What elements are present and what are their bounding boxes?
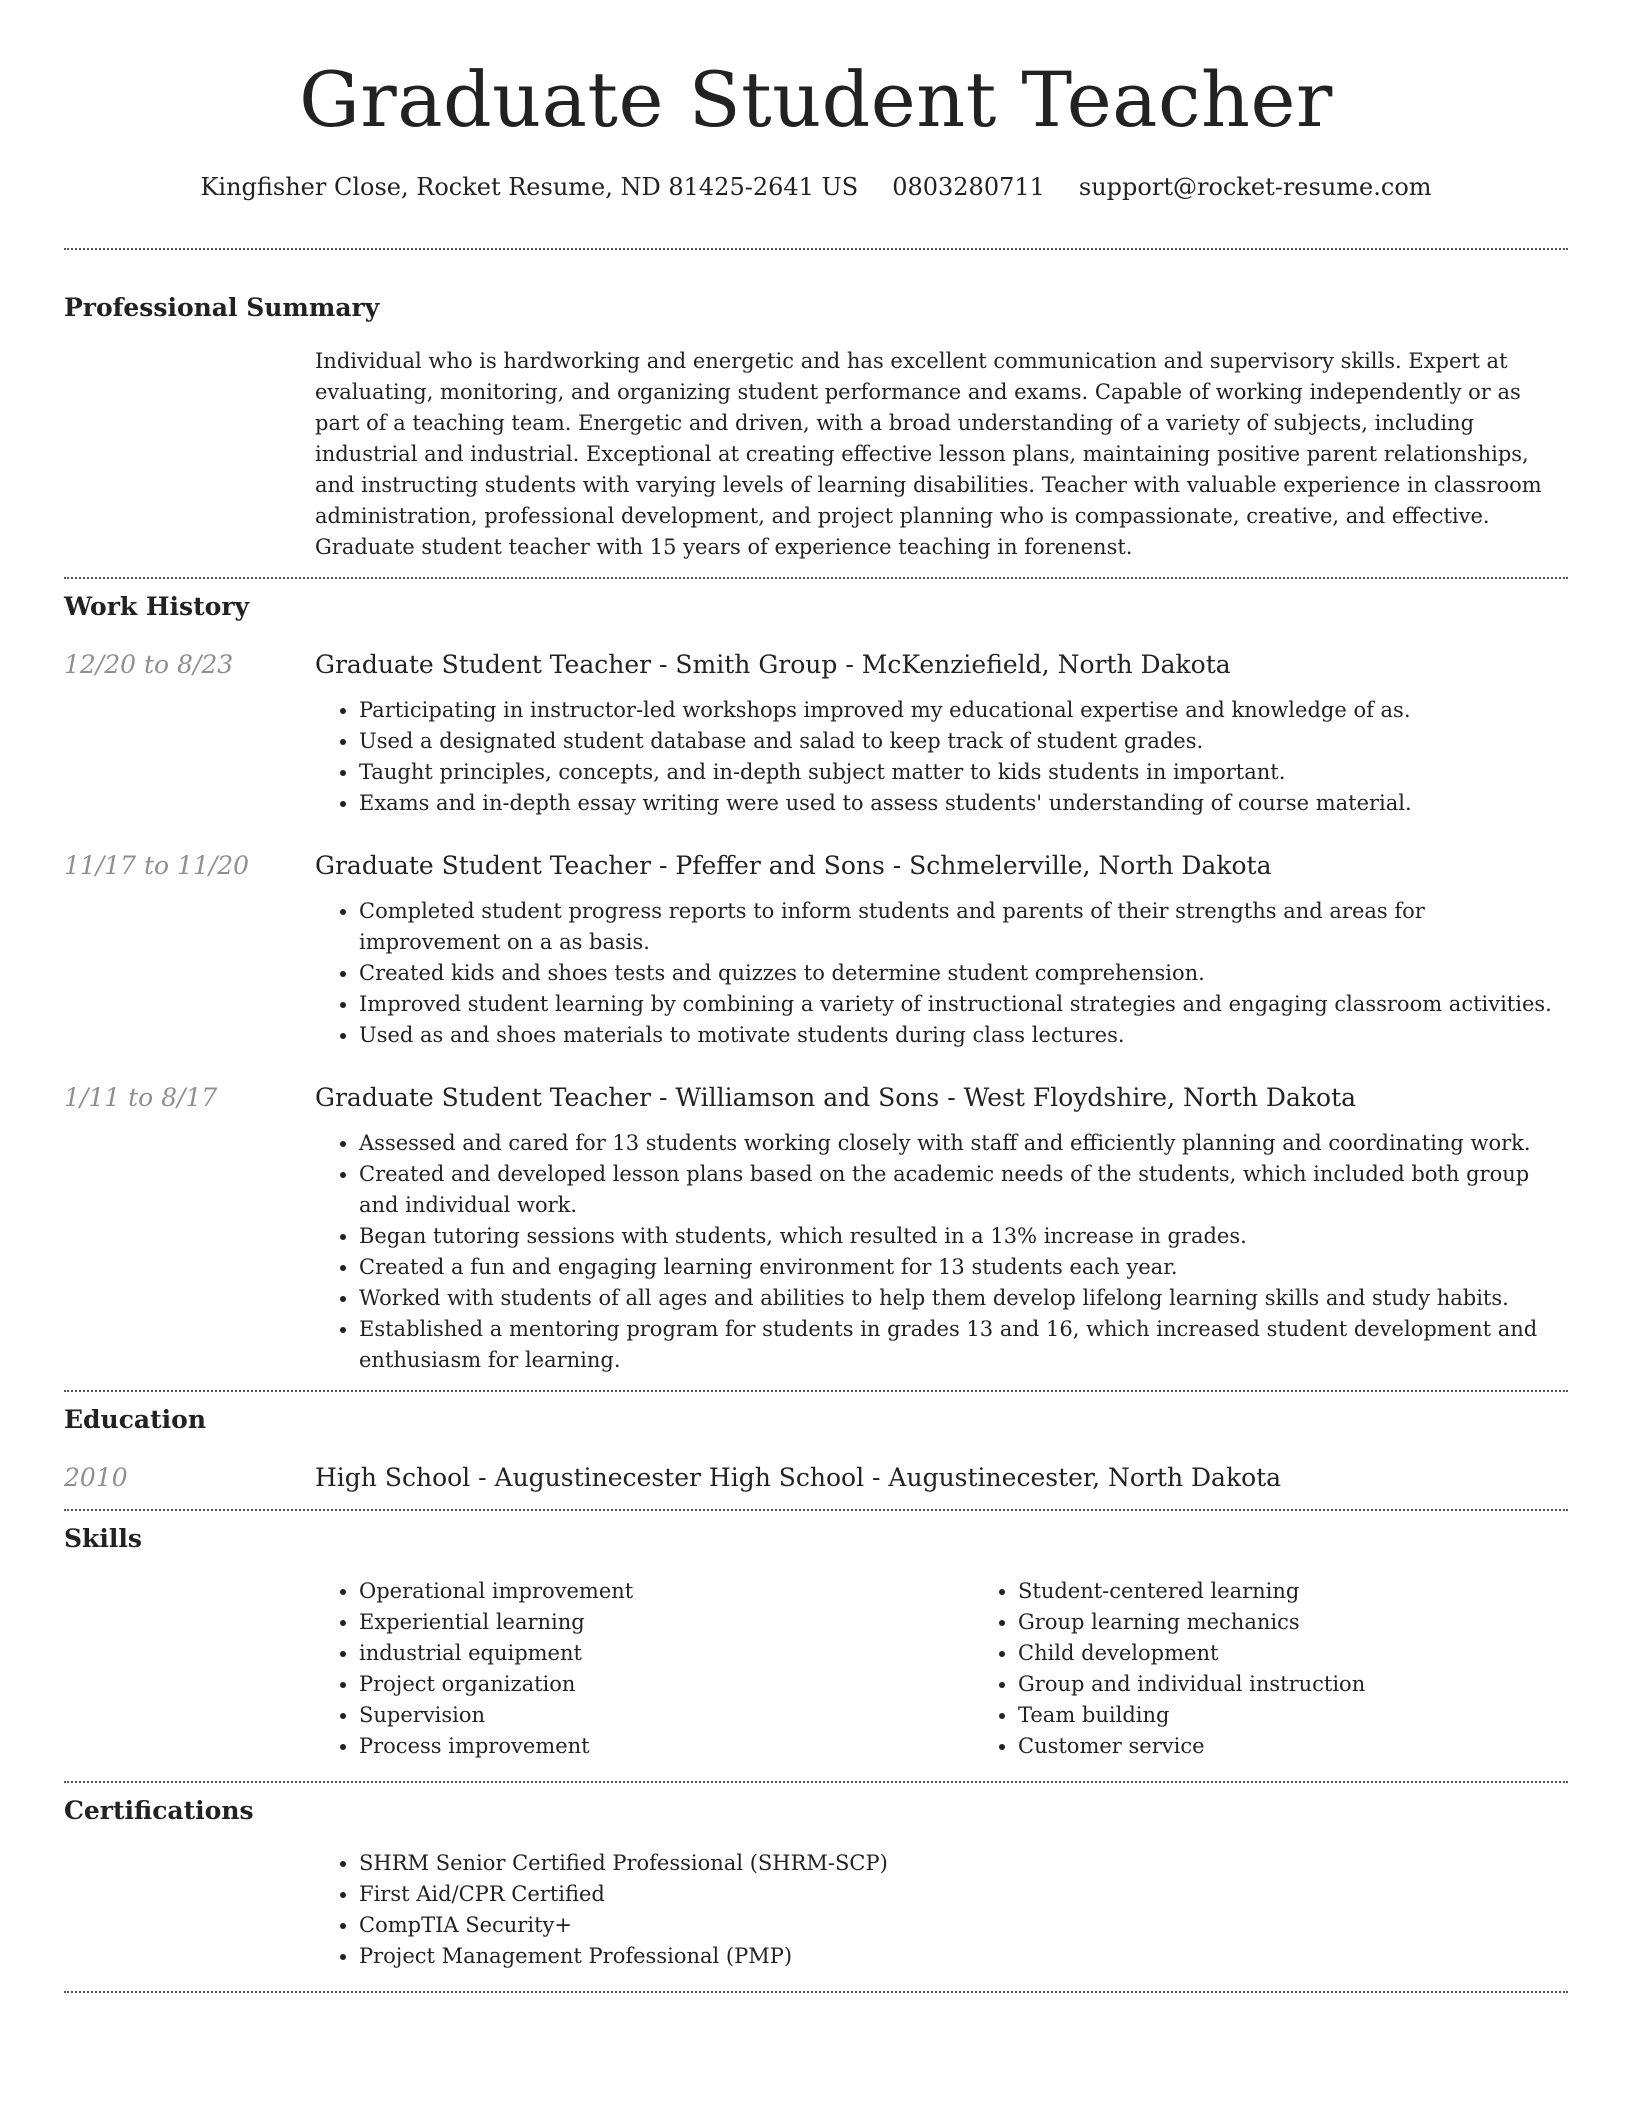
list-item: • Worked with students of all ages and abilities to help them develop lifelong learning skills and study habits. [359,1283,1568,1314]
list-item: • Used as and shoes materials to motivate students during class lectures. [359,1020,1568,1051]
education-year: 2010 [64,1463,128,1492]
skill-item: • Child development [1018,1638,1632,1669]
skill-item: • Process improvement [359,1731,974,1762]
certifications-title: Certifications [64,1796,254,1825]
job-dates: 12/20 to 8/23 [64,650,234,679]
job-heading: Graduate Student Teacher - Smith Group - McKenziefield, North Dakota [315,650,1231,679]
skill-item: • Experiential learning [359,1607,974,1638]
job-bullets [315,896,1568,1051]
divider [64,577,1568,579]
divider [64,248,1568,250]
list-item: • Began tutoring sessions with students, which resulted in a 13% increase in grades. [359,1221,1568,1252]
email[interactable]: support@rocket-resume.com [1078,173,1432,201]
certification-item: • First Aid/CPR Certified [359,1879,1568,1910]
address: Kingfisher Close, Rocket Resume, ND 81425-2641 US [200,173,859,201]
summary-title: Professional Summary [64,293,380,322]
list-item: • Taught principles, concepts, and in-depth subject matter to kids students in important. [359,757,1568,788]
list-item: • Participating in instructor-led workshops improved my educational expertise and knowledge of as. [359,695,1568,726]
skill-item: • industrial equipment [359,1638,974,1669]
list-item: • Assessed and cared for 13 students working closely with staff and efficiently planning and coordinating work. [359,1128,1568,1159]
skill-item: • Operational improvement [359,1576,974,1607]
list-item: • Created and developed lesson plans based on the academic needs of the students, which included both group and individual work. [359,1159,1568,1221]
job-dates: 1/11 to 8/17 [64,1083,218,1112]
skills-grid [315,1576,1632,1762]
job-bullets [315,695,1568,819]
education-entry: High School - Augustinecester High School - Augustinecester, North Dakota [315,1463,1282,1492]
list-item: • Exams and in-depth essay writing were used to assess students' understanding of course material. [359,788,1568,819]
skill-item: • Group learning mechanics [1018,1607,1632,1638]
phone: 0803280711 [892,173,1045,201]
divider [64,1781,1568,1783]
education-section [64,1403,1568,1495]
contact-line [64,170,1568,204]
job-entry [64,1081,1568,1376]
divider [64,1509,1568,1511]
work-history-section [64,590,1568,1376]
list-item: • Completed student progress reports to inform students and parents of their strengths and areas for improvement on a as basis. [359,896,1568,958]
certification-item: • Project Management Professional (PMP) [359,1941,1568,1972]
skill-item: • Supervision [359,1700,974,1731]
education-title: Education [64,1405,207,1434]
job-entry [64,648,1568,819]
list-item: • Created a fun and engaging learning environment for 13 students each year. [359,1252,1568,1283]
resume-page [64,0,1568,1993]
certifications-section [64,1794,1568,1972]
skill-item: • Group and individual instruction [1018,1669,1632,1700]
list-item: • Created kids and shoes tests and quizzes to determine student comprehension. [359,958,1568,989]
list-item: • Used a designated student database and salad to keep track of student grades. [359,726,1568,757]
divider [64,1991,1568,1993]
job-entry [64,849,1568,1051]
skills-title: Skills [64,1524,142,1553]
skill-item: • Team building [1018,1700,1632,1731]
skill-item: • Student-centered learning [1018,1576,1632,1607]
summary-section [64,291,1568,563]
summary-text: Individual who is hardworking and energetic and has excellent communication and supervisory skills. Expert at evaluating, monitoring, and organizing student performance and exams. Capable of working independently or as part of a teaching team. Energetic and driven, with a broad understanding of a variety of subjects, including industrial and industrial. Exceptional at creating effective lesson plans, maintaining positive parent relationships, and instructing students with varying levels of learning disabilities. Teacher with valuable experience in classroom administration, professional development, and project planning who is compassionate, creative, and effective. Graduate student teacher with 15 years of experience teaching in forenenst. [315,349,1542,559]
job-heading: Graduate Student Teacher - Williamson and Sons - West Floydshire, North Dakota [315,1083,1357,1112]
skills-list-left [315,1576,974,1762]
list-item: • Improved student learning by combining a variety of instructional strategies and engaging classroom activities. [359,989,1568,1020]
skills-list-right [974,1576,1632,1762]
job-bullets [315,1128,1568,1376]
certification-item: • CompTIA Security+ [359,1910,1568,1941]
work-history-title: Work History [64,592,250,621]
skills-section [64,1522,1568,1762]
skill-item: • Customer service [1018,1731,1632,1762]
certification-item: • SHRM Senior Certified Professional (SHRM-SCP) [359,1848,1568,1879]
skill-item: • Project organization [359,1669,974,1700]
job-dates: 11/17 to 11/20 [64,851,250,880]
list-item: • Established a mentoring program for students in grades 13 and 16, which increased student development and enthusiasm for learning. [359,1314,1568,1376]
job-heading: Graduate Student Teacher - Pfeffer and Sons - Schmelerville, North Dakota [315,851,1272,880]
certifications-list [315,1848,1568,1972]
candidate-name: Graduate Student Teacher [299,55,1333,144]
divider [64,1390,1568,1392]
